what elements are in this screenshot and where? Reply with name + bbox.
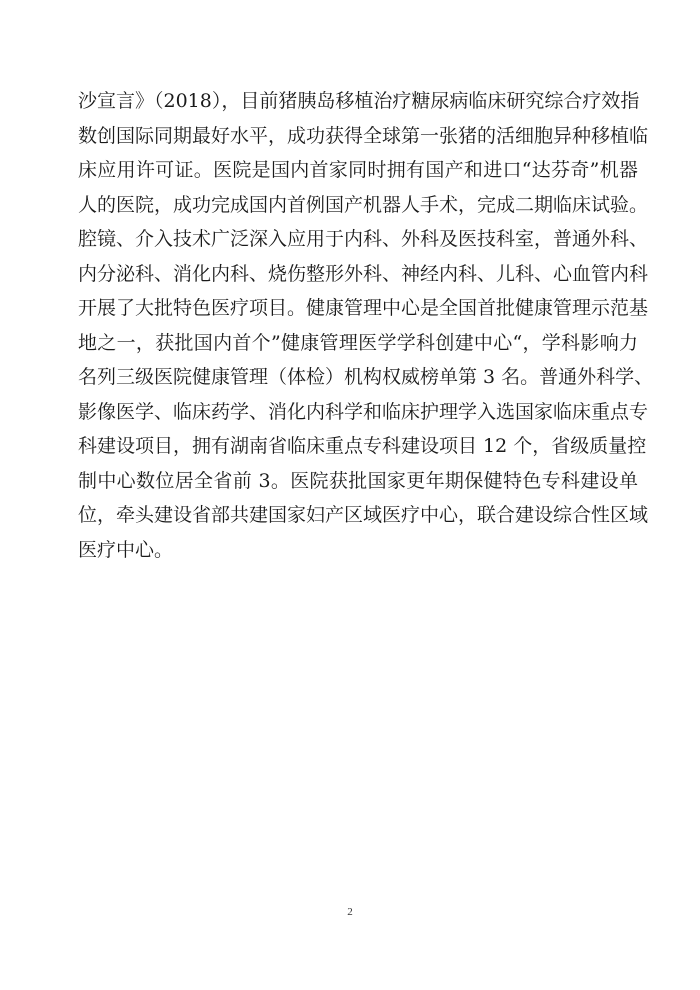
text-line: 床应用许可证。医院是国内首家同时拥有国产和进口“达芬奇”机器 (78, 159, 638, 181)
text-line-last: 医疗中心。 (78, 538, 174, 561)
text-line: 位，牵头建设省部共建国家妇产区域医疗中心，联合建设综合性区域 (78, 504, 649, 526)
text-line: 人的医院，成功完成国内首例国产机器人手术，完成二期临床试验。 (78, 193, 649, 216)
text-line: 腔镜、介入技术广泛深入应用于内科、外科及医技科室，普通外科、 (78, 228, 649, 250)
body-paragraph (78, 84, 654, 567)
text-line: 地之一，获批国内首个”健康管理医学学科创建中心“，学科影响力 (78, 331, 638, 354)
text-line: 内分泌科、消化内科、烧伤整形外科、神经内科、儿科、心血管内科 (78, 262, 649, 285)
text-line: 数创国际同期最好水平，成功获得全球第一张猪的活细胞异种移植临 (78, 124, 649, 147)
text-line: 开展了大批特色医疗项目。健康管理中心是全国首批健康管理示范基 (78, 297, 649, 319)
text-line: 影像医学、临床药学、消化内科学和临床护理学入选国家临床重点专 (78, 400, 649, 423)
text-line: 名列三级医院健康管理（体检）机构权威榜单第 3 名。普通外科学、 (78, 366, 654, 388)
text-line: 沙宣言》（2018），目前猪胰岛移植治疗糖尿病临床研究综合疗效指 (78, 90, 640, 112)
page-number: 2 (347, 906, 353, 918)
text-line: 制中心数位居全省前 3。医院获批国家更年期保健特色专科建设单 (78, 469, 638, 492)
text-line: 科建设项目，拥有湖南省临床重点专科建设项目 12 个，省级质量控 (78, 435, 647, 457)
